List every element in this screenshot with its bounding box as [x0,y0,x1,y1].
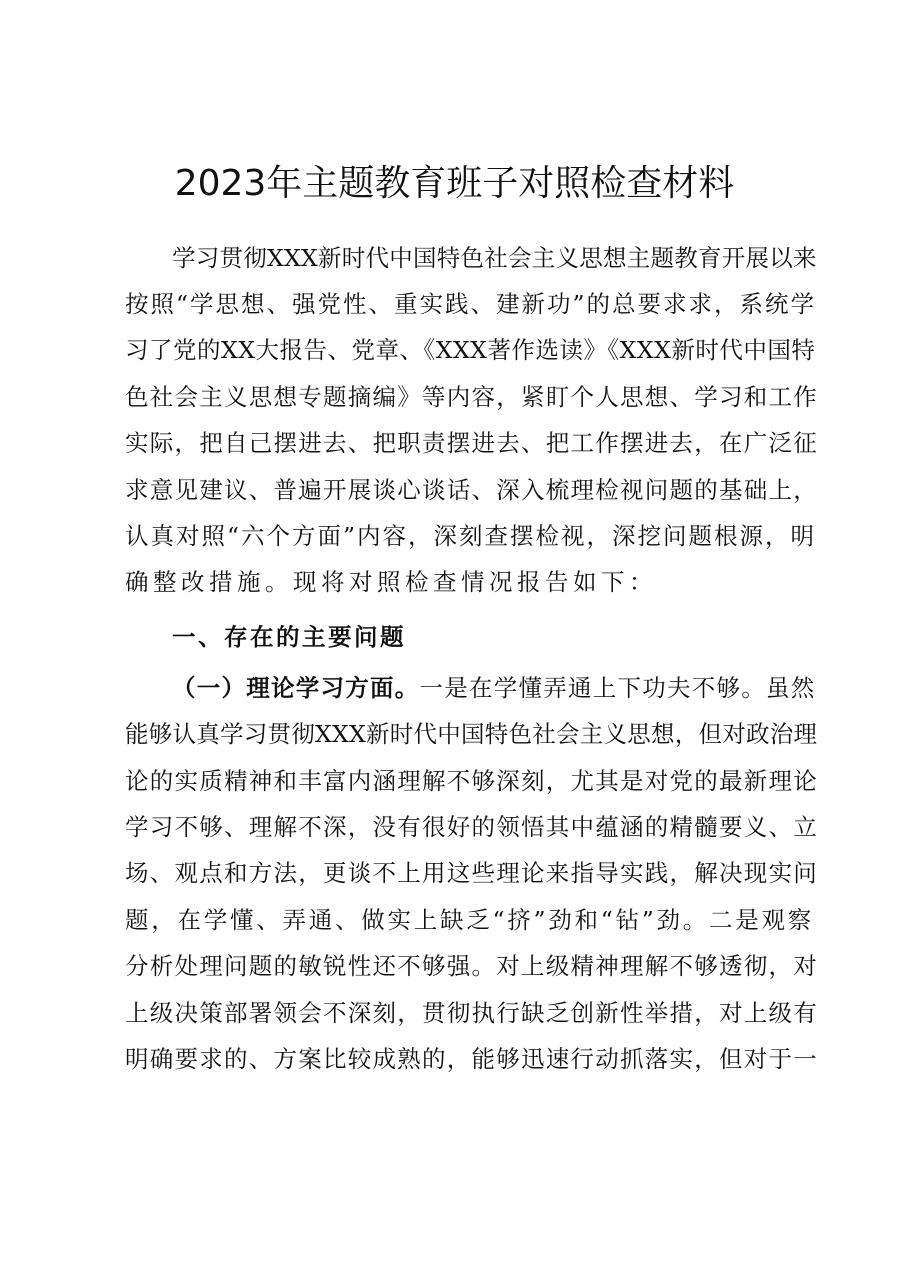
subsection-lead: （一）理论学习方面。 [172,674,420,702]
section-heading: 一、存在的主要问题 [172,623,406,651]
subsection-first-line [172,673,816,703]
body-line: 分析处理问题的敏锐性还不够强。对上级精神理解不够透彻，对 [125,952,818,980]
body-line: 场、观点和方法，更谈不上用这些理论来指导实践，解决现实问 [125,859,818,887]
intro-line: 按照“学思想、强党性、重实践、建新功”的总要求求，系统学 [125,290,817,318]
intro-line: 确整改措施。现将对照检查情况报告如下： [125,568,657,596]
intro-line: 学习贯彻XXX新时代中国特色社会主义思想主题教育开展以来 [172,244,817,272]
body-line: 学习不够、理解不深，没有很好的领悟其中蕴涵的精髓要义、立 [125,813,818,841]
document-title: 2023年主题教育班子对照检查材料 [174,163,735,204]
body-line: 能够认真学习贯彻XXX新时代中国特色社会主义思想，但对政治理 [125,720,818,748]
intro-line: 习了党的XX大报告、党章、《XXX著作选读》《XXX新时代中国特 [125,336,816,364]
body-line: 明确要求的、方案比较成熟的，能够迅速行动抓落实，但对于一 [125,1045,818,1073]
intro-line: 色社会主义思想专题摘编》等内容，紧盯个人思想、学习和工作 [125,383,818,411]
intro-line: 认真对照“六个方面”内容，深刻查摆检视，深挖问题根源，明 [125,522,817,550]
body-line: 上级决策部署领会不深刻，贯彻执行缺乏创新性举措，对上级有 [125,999,818,1027]
subsection-first-line-text: 一是在学懂弄通上下功夫不够。虽然 [419,674,816,702]
body-line: 论的实质精神和丰富内涵理解不够深刻，尤其是对党的最新理论 [125,767,818,795]
intro-line: 求意见建议、普遍开展谈心谈话、深入梳理检视问题的基础上， [125,476,818,504]
body-line: 题，在学懂、弄通、做实上缺乏“挤”劲和“钻”劲。二是观察 [125,906,815,934]
intro-line: 实际，把自己摆进去、把职责摆进去、把工作摆进去，在广泛征 [125,429,818,457]
